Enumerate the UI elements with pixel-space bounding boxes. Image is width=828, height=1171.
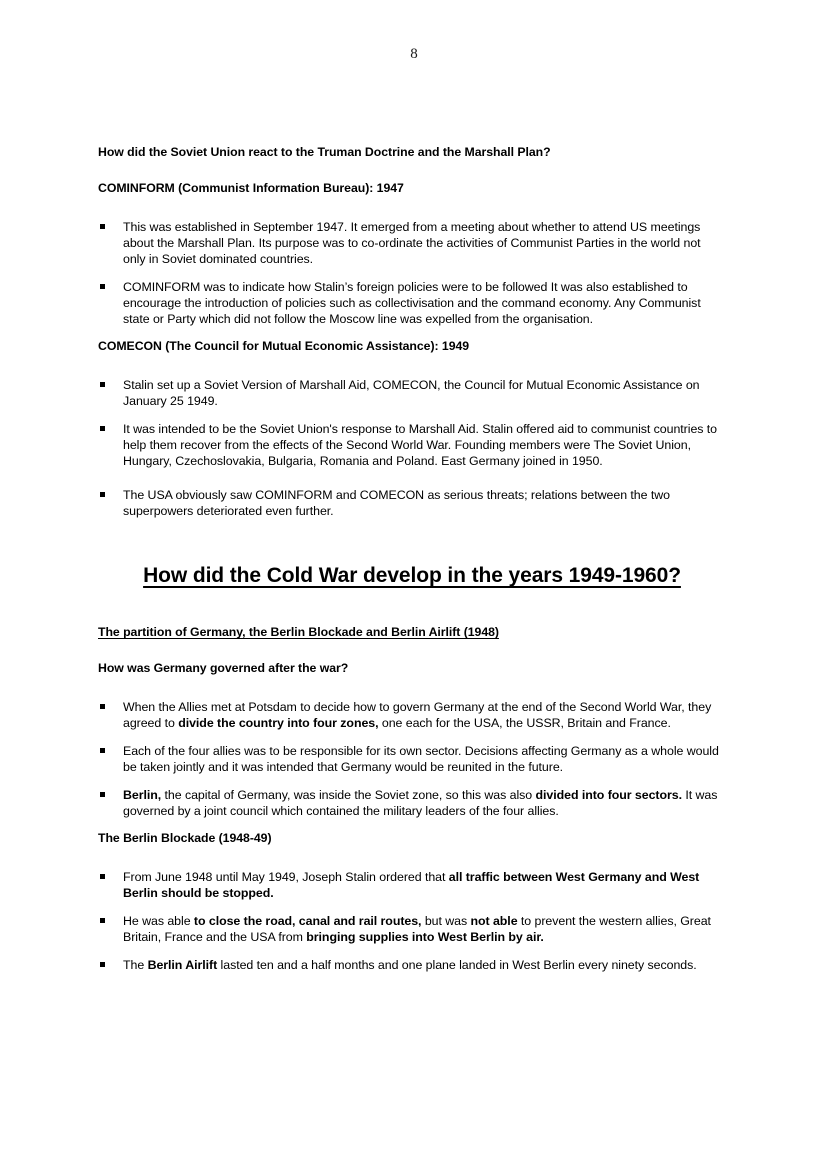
list-item xyxy=(98,699,726,731)
list-item xyxy=(98,487,726,519)
list-item-text: The USA obviously saw COMINFORM and COMECON as serious threats; relations between the two superpowers deteriorated even further. xyxy=(123,487,670,518)
list-item xyxy=(98,957,726,973)
list-item-text: This was established in September 1947. It emerged from a meeting about whether to attend US meetings about the Marshall Plan. Its purpose was to co-ordinate the activities of Communist Parties in the world not only in Soviet dominated countries. xyxy=(123,219,701,266)
list-item-text: Stalin set up a Soviet Version of Marshall Aid, COMECON, the Council for Mutual Economic Assistance on January 25 1949. xyxy=(123,377,700,408)
square-bullet-icon xyxy=(100,224,105,229)
bullet-list-governed xyxy=(98,699,726,819)
square-bullet-icon xyxy=(100,918,105,923)
square-bullet-icon xyxy=(100,382,105,387)
list-item xyxy=(98,787,726,819)
square-bullet-icon xyxy=(100,492,105,497)
square-bullet-icon xyxy=(100,874,105,879)
list-item xyxy=(98,869,726,901)
bullet-list-cominform xyxy=(98,219,726,327)
heading-cominform: COMINFORM (Communist Information Bureau): 1947 xyxy=(98,180,404,195)
list-item-text: It was intended to be the Soviet Union's response to Marshall Aid. Stalin offered aid to communist countries to help them recover from the effects of the Second World War. Founding members were The Soviet Union, Hungary, Czechoslovakia, Bulgaria, Romania and Poland. East Germany joined in 1950. xyxy=(123,421,718,468)
square-bullet-icon xyxy=(100,704,105,709)
square-bullet-icon xyxy=(100,284,105,289)
list-item xyxy=(98,279,726,327)
heading-partition-germany: The partition of Germany, the Berlin Blockade and Berlin Airlift (1948) xyxy=(98,625,499,640)
bullet-list-comecon xyxy=(98,377,726,519)
list-item xyxy=(98,913,726,945)
list-item xyxy=(98,743,726,775)
heading-comecon: COMECON (The Council for Mutual Economic Assistance): 1949 xyxy=(98,338,470,353)
list-item-text: He was able to close the road, canal and rail routes, but was not able to prevent the western allies, Great Britain, France and the USA from bringing supplies into West Berlin by air. xyxy=(123,914,711,945)
heading-cold-war-develop: How did the Cold War develop in the years 1949-1960? xyxy=(143,563,681,587)
page-number: 8 xyxy=(410,46,418,62)
square-bullet-icon xyxy=(100,962,105,967)
list-item-text: Each of the four allies was to be responsible for its own sector. Decisions affecting Germany as a whole would be taken jointly and it was intended that Germany would be reunited in the future. xyxy=(123,744,719,775)
square-bullet-icon xyxy=(100,748,105,753)
list-item-text: When the Allies met at Potsdam to decide how to govern Germany at the end of the Second World War, they agreed to divide the country into four zones, one each for the USA, the USSR, Britain and France. xyxy=(123,700,712,731)
list-item xyxy=(98,219,726,267)
list-item xyxy=(98,377,726,409)
square-bullet-icon xyxy=(100,426,105,431)
list-item-text: COMINFORM was to indicate how Stalin’s foreign policies were to be followed It was also established to encourage the introduction of policies such as collectivisation and the command economy. Any Communist state or Party which did not follow the Moscow line was expelled from the organisation. xyxy=(123,279,701,326)
heading-berlin-blockade: The Berlin Blockade (1948-49) xyxy=(98,831,272,846)
bullet-list-blockade xyxy=(98,869,726,973)
heading-soviet-reaction: How did the Soviet Union react to the Truman Doctrine and the Marshall Plan? xyxy=(98,145,551,159)
list-item-text: From June 1948 until May 1949, Joseph Stalin ordered that all traffic between West Germany and West Berlin should be stopped. xyxy=(123,870,700,901)
document-content xyxy=(98,145,726,973)
list-item-text: The Berlin Airlift lasted ten and a half months and one plane landed in West Berlin every ninety seconds. xyxy=(123,958,697,973)
list-item-text: Berlin, the capital of Germany, was inside the Soviet zone, so this was also divided into four sectors. It was governed by a joint council which contained the military leaders of the four allies. xyxy=(123,788,718,819)
list-item xyxy=(98,421,726,469)
heading-germany-governed: How was Germany governed after the war? xyxy=(98,661,349,676)
square-bullet-icon xyxy=(100,792,105,797)
